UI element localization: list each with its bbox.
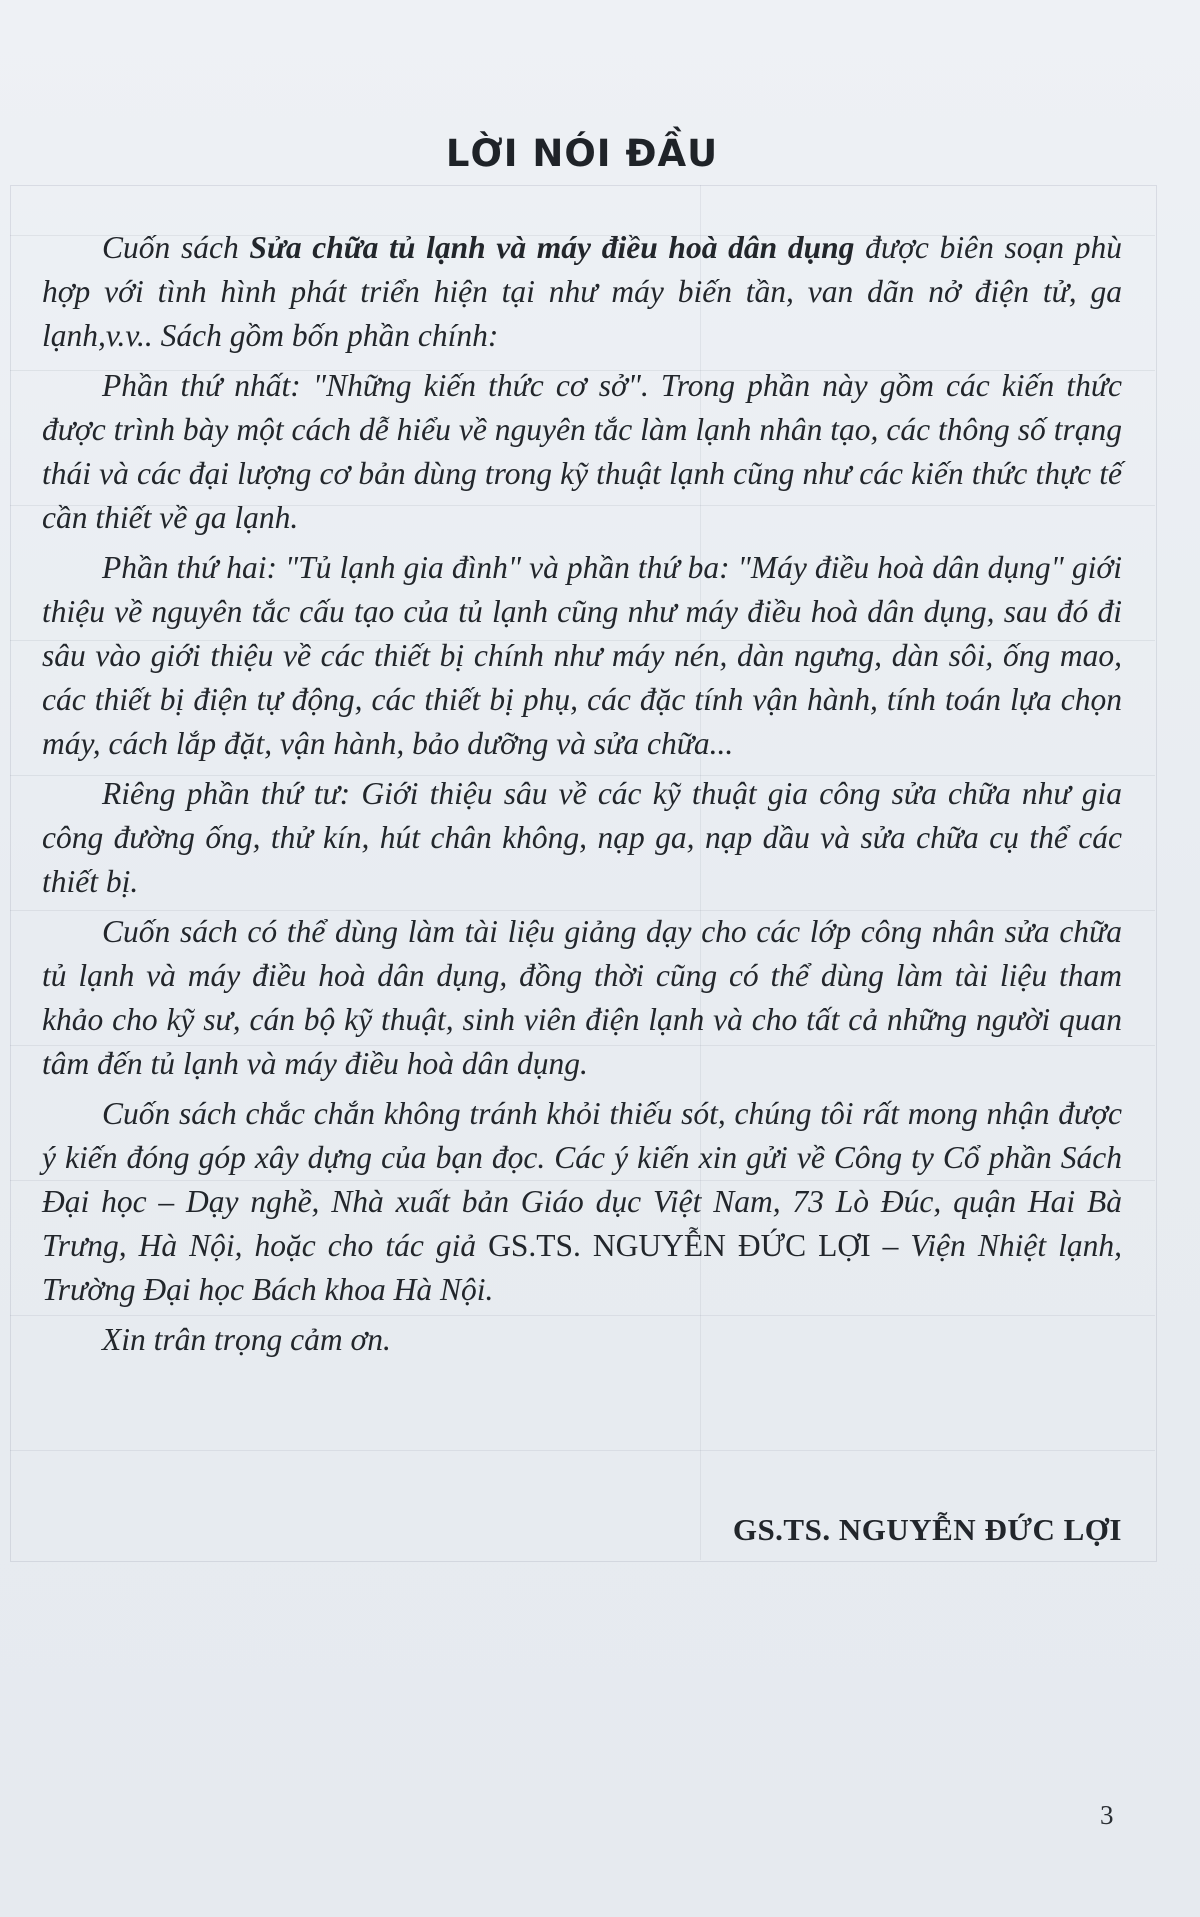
preface-body bbox=[42, 226, 1122, 1368]
paragraph-part-one: Phần thứ nhất: "Những kiến thức cơ sở". Trong phần này gồm các kiến thức được trình bày một cách dễ hiểu về nguyên tắc làm lạnh nhân tạo, các thông số trạng thái và các đại lượng cơ bản dùng trong kỹ thuật lạnh cũng như các kiến thức thực tế cần thiết về ga lạnh. bbox=[42, 368, 1122, 535]
intro-prefix: Cuốn sách bbox=[102, 230, 250, 265]
feedback-text: Cuốn sách chắc chắn không tránh khỏi thiếu sót, chúng tôi rất mong nhận được ý kiến đóng góp xây dựng của bạn đọc. Các ý kiến xin gửi về Công ty Cổ phần Sách Đại học – Dạy nghề, Nhà xuất bản Giáo dục Việt Nam, 73 Lò Đúc, quận Hai Bà Trưng, Hà Nội, hoặc cho tác giả bbox=[42, 1096, 1122, 1263]
paragraph-part-four: Riêng phần thứ tư: Giới thiệu sâu về các kỹ thuật gia công sửa chữa như gia công đường ống, thử kín, hút chân không, nạp ga, nạp dầu và sửa chữa cụ thể các thiết bị. bbox=[42, 776, 1122, 899]
bleed-through-rule bbox=[10, 1450, 1155, 1451]
feedback-author: GS.TS. NGUYỄN ĐỨC LỢI bbox=[488, 1228, 871, 1263]
page-number: 3 bbox=[1100, 1800, 1114, 1830]
intro-suffix: được biên soạn phù hợp với tình hình phát triển hiện tại như máy biến tần, van dãn nở điện tử, ga lạnh,v.v.. Sách gồm bốn phần chính: bbox=[42, 230, 1122, 353]
paragraph-audience: Cuốn sách có thể dùng làm tài liệu giảng dạy cho các lớp công nhân sửa chữa tủ lạnh và máy điều hoà dân dụng, đồng thời cũng có thể dùng làm tài liệu tham khảo cho kỹ sư, cán bộ kỹ thuật, sinh viên điện lạnh và cho tất cả những người quan tâm đến tủ lạnh và máy điều hoà dân dụng. bbox=[42, 914, 1122, 1081]
book-title: Sửa chữa tủ lạnh và máy điều hoà dân dụng bbox=[249, 230, 855, 265]
author-signature: GS.TS. NGUYỄN ĐỨC LỢI bbox=[732, 1512, 1122, 1547]
feedback-affiliation: – Viện Nhiệt lạnh, Trường Đại học Bách khoa Hà Nội. bbox=[42, 1228, 1122, 1307]
feedback-paragraph bbox=[42, 1092, 1122, 1312]
page-title: LỜI NÓI ĐẦU bbox=[445, 132, 719, 175]
intro-paragraph bbox=[42, 226, 1122, 358]
paragraph-parts-two-three: Phần thứ hai: "Tủ lạnh gia đình" và phần thứ ba: "Máy điều hoà dân dụng" giới thiệu về nguyên tắc cấu tạo của tủ lạnh cũng như máy điều hoà dân dụng, sau đó đi sâu vào giới thiệu về các thiết bị chính như máy nén, dàn ngưng, dàn sôi, ống mao, các thiết bị điện tự động, các thiết bị phụ, các đặc tính vận hành, tính toán lựa chọn máy, cách lắp đặt, vận hành, bảo dưỡng và sửa chữa... bbox=[42, 550, 1122, 761]
closing-line: Xin trân trọng cảm ơn. bbox=[102, 1322, 391, 1357]
